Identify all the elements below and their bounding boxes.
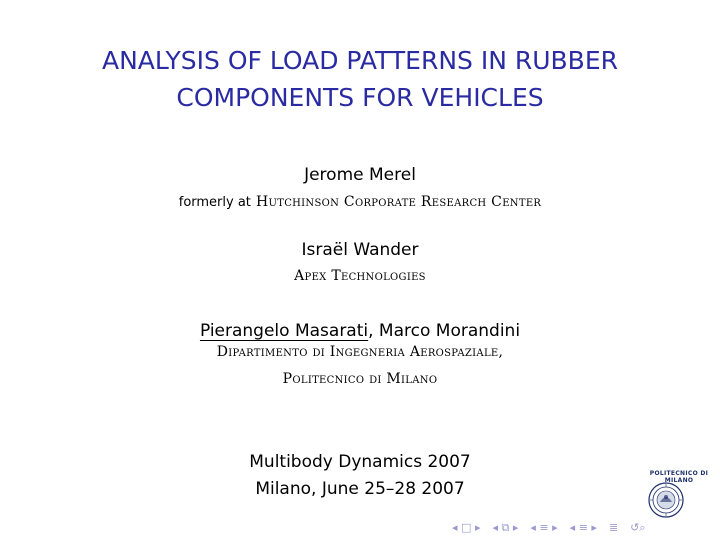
next-section-icon[interactable]: ▸	[552, 521, 558, 534]
affiliation-polimi: Politecnico di Milano	[282, 371, 438, 387]
author-merel: Jerome Merel	[304, 165, 416, 185]
next-subsection-icon[interactable]: ▸	[512, 521, 519, 534]
beamer-navigation	[452, 520, 646, 536]
polimi-seal-icon	[648, 482, 684, 518]
next-doc-icon[interactable]: ▸	[591, 521, 597, 534]
frame-icon[interactable]: □	[461, 521, 472, 534]
author-wander: Israël Wander	[301, 240, 419, 260]
co-author-name: , Marco Morandini	[368, 321, 521, 341]
first-frame-icon[interactable]: ◂	[452, 521, 458, 534]
subsection-icon[interactable]: ⧉	[501, 521, 510, 534]
next-frame-icon[interactable]: ▸	[474, 521, 481, 534]
align-icon[interactable]: ≣	[608, 521, 619, 534]
doc-icon[interactable]: ≡	[578, 521, 588, 534]
frame-nav-group	[452, 521, 480, 535]
event-name: Multibody Dynamics 2007	[249, 452, 471, 472]
title-line-2: COMPONENTS FOR VEHICLES	[176, 83, 544, 112]
event-date: Milano, June 25–28 2007	[255, 479, 465, 499]
prev-subsection-icon[interactable]: ◂	[492, 521, 498, 534]
author-masarati-morandini	[0, 321, 720, 341]
section-nav-group	[530, 521, 557, 535]
polimi-logo-text: POLITECNICO DI MILANO	[649, 470, 709, 484]
section-icon[interactable]: ≡	[539, 521, 549, 534]
slide-title	[0, 42, 720, 116]
prev-section-icon[interactable]: ◂	[530, 521, 536, 534]
search-icon[interactable]: ↺⌕	[630, 521, 646, 534]
affiliation-dia: Dipartimento di Ingegneria Aerospaziale,	[216, 344, 504, 360]
title-line-1: ANALYSIS OF LOAD PATTERNS IN RUBBER	[101, 46, 618, 75]
presenter-name: Pierangelo Masarati	[199, 321, 369, 341]
affiliation-prefix: formerly at	[178, 195, 251, 210]
affiliation-apex: Apex Technologies	[294, 268, 426, 284]
prev-doc-icon[interactable]: ◂	[569, 521, 576, 534]
affiliation-org: Hutchinson Corporate Research Center	[256, 194, 542, 210]
subsection-nav-group	[492, 521, 518, 535]
affiliation-hutchinson	[0, 191, 720, 210]
doc-nav-group	[570, 521, 597, 535]
